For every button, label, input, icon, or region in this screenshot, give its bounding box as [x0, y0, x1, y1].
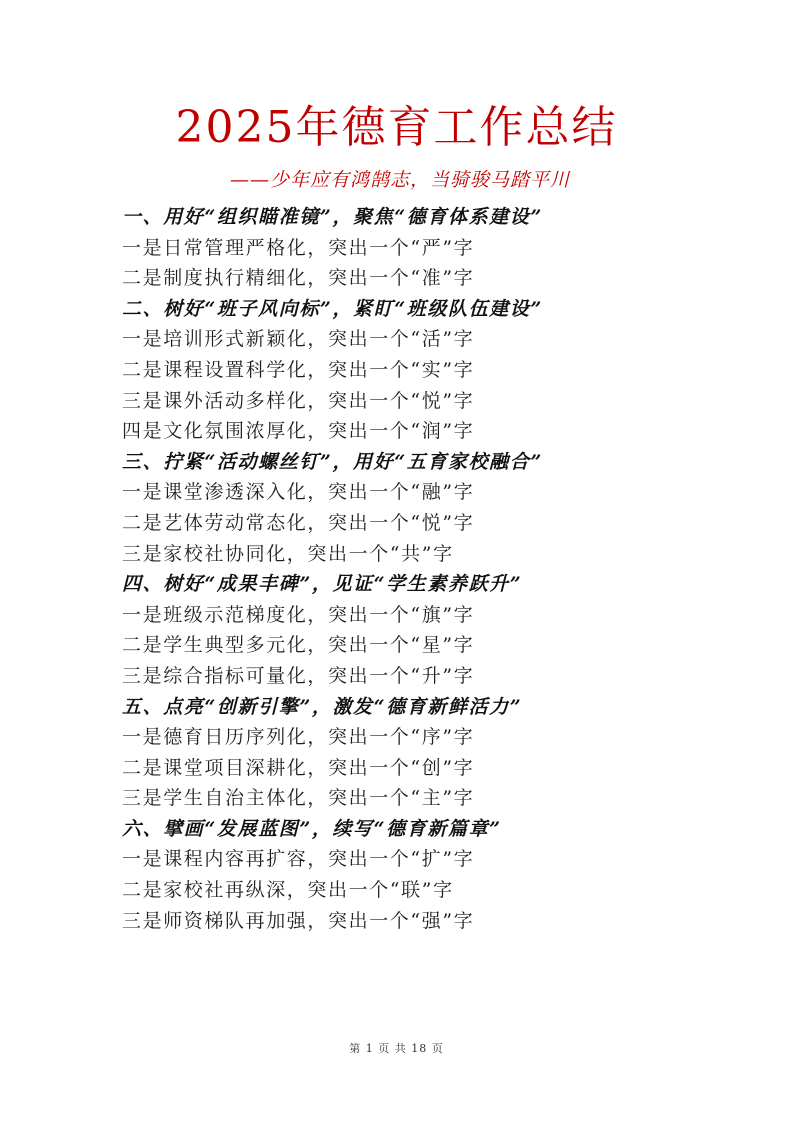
list-item: 二是艺体劳动常态化，突出一个“悦”字 — [122, 511, 475, 534]
section-heading: 六、擘画“发展蓝图”，续写“德育新篇章” — [122, 817, 502, 840]
list-item: 一是课堂渗透深入化，突出一个“融”字 — [122, 481, 475, 504]
list-item: 二是家校社再纵深，突出一个“联”字 — [122, 879, 454, 902]
list-item: 一是德育日历序列化，突出一个“序”字 — [122, 726, 475, 749]
list-item: 二是课堂项目深耕化，突出一个“创”字 — [122, 756, 475, 779]
list-item: 三是家校社协同化，突出一个“共”字 — [122, 542, 454, 565]
document-title: 2025年德育工作总结 — [175, 102, 618, 153]
section-heading: 一、用好“组织瞄准镜”，聚焦“德育体系建设” — [122, 206, 543, 228]
list-item: 二是课程设置科学化，突出一个“实”字 — [122, 358, 475, 381]
summary-outline — [122, 202, 682, 936]
section-heading: 三、拧紧“活动螺丝钉”，用好“五育家校融合” — [122, 450, 543, 473]
section-heading: 二、树好“班子风向标”，紧盯“班级队伍建设” — [122, 297, 543, 320]
list-item: 三是课外活动多样化，突出一个“悦”字 — [122, 389, 475, 412]
list-item: 一是课程内容再扩容，突出一个“扩”字 — [122, 848, 475, 871]
list-item: 三是综合指标可量化，突出一个“升”字 — [122, 664, 475, 687]
list-item: 三是学生自治主体化，突出一个“主”字 — [122, 787, 475, 810]
list-item: 三是师资梯队再加强，突出一个“强”字 — [122, 909, 475, 932]
list-item: 二是学生典型多元化，突出一个“星”字 — [122, 634, 475, 657]
section-heading: 五、点亮“创新引擎”，激发“德育新鲜活力” — [122, 695, 523, 718]
page-footer: 第 1 页 共 18 页 — [349, 1042, 444, 1055]
list-item: 二是制度执行精细化，突出一个“准”字 — [122, 267, 475, 290]
section-heading: 四、树好“成果丰碑”，见证“学生素养跃升” — [122, 573, 523, 596]
list-item: 一是日常管理严格化，突出一个“严”字 — [122, 236, 475, 259]
document-subtitle: ——少年应有鸿鹄志，当骑骏马踏平川 — [230, 169, 571, 191]
list-item: 一是班级示范梯度化，突出一个“旗”字 — [122, 603, 475, 626]
list-item: 一是培训形式新颖化，突出一个“活”字 — [122, 328, 475, 351]
list-item: 四是文化氛围浓厚化，突出一个“润”字 — [122, 420, 475, 443]
